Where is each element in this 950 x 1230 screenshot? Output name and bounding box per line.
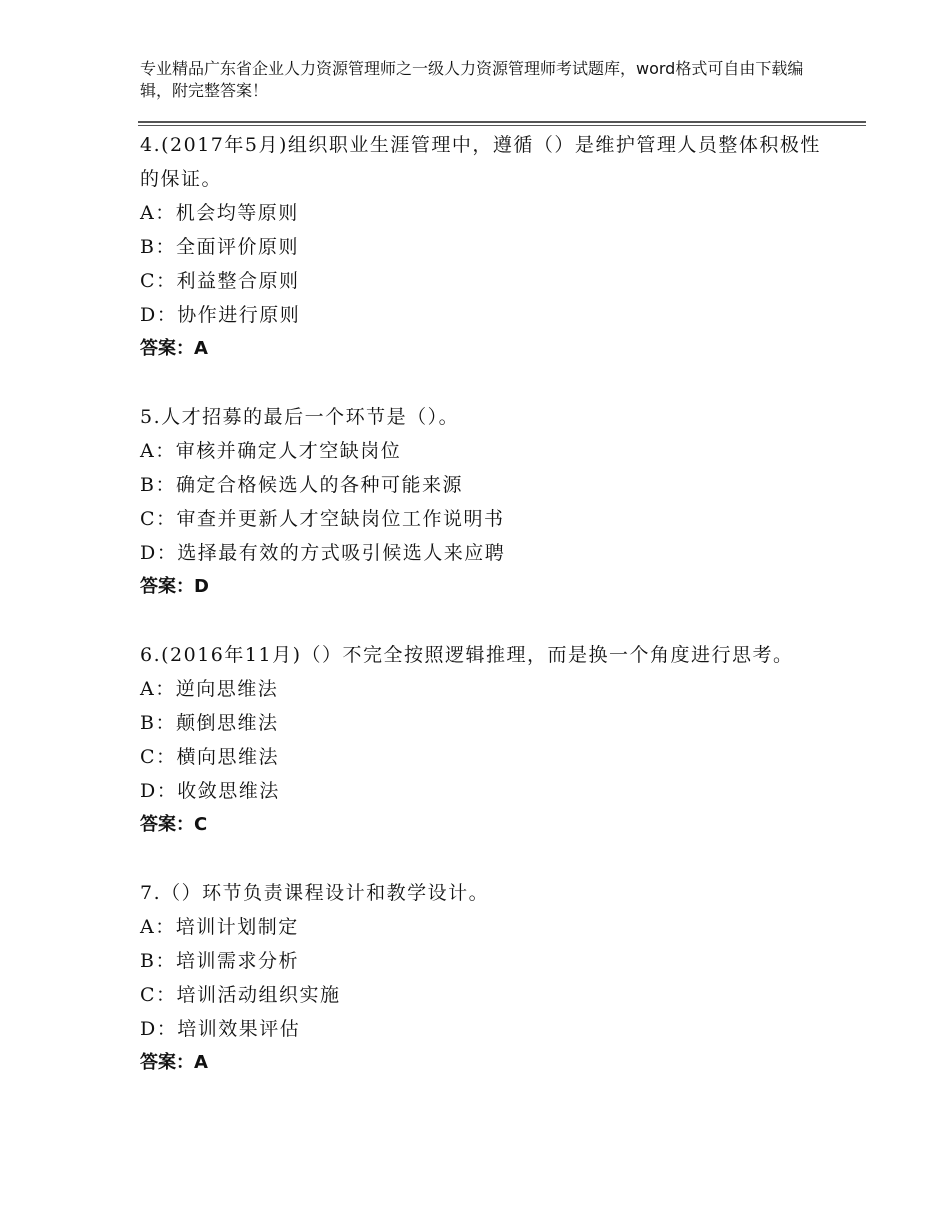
answer-label: 答案：A: [140, 1052, 208, 1073]
option-c: C：横向思维法: [140, 746, 280, 768]
option-a: A：机会均等原则: [140, 202, 299, 224]
question-spacer: [140, 604, 840, 638]
question-spacer: [140, 842, 840, 876]
question-stem: 5.人才招募的最后一个环节是（）。: [140, 406, 460, 428]
option-d: D：选择最有效的方式吸引候选人来应聘: [140, 542, 506, 564]
question-4: [140, 128, 840, 400]
answer-label: 答案：A: [140, 338, 208, 359]
answer-label: 答案：D: [140, 576, 209, 597]
option-c: C：利益整合原则: [140, 270, 300, 292]
question-stem: 7.（）环节负责课程设计和教学设计。: [140, 882, 490, 904]
option-a: A：培训计划制定: [140, 916, 299, 938]
option-b: B：确定合格候选人的各种可能来源: [140, 474, 463, 496]
header-rule-thick: [138, 121, 866, 123]
option-b: B：全面评价原则: [140, 236, 299, 258]
question-stem: 6.(2016年11月)（）不完全按照逻辑推理，而是换一个角度进行思考。: [140, 644, 794, 666]
option-c: C：培训活动组织实施: [140, 984, 341, 1006]
option-c: C：审查并更新人才空缺岗位工作说明书: [140, 508, 505, 530]
question-list: [140, 128, 840, 1080]
question-7: [140, 876, 840, 1080]
answer-label: 答案：C: [140, 814, 208, 835]
question-stem: 4.(2017年5月)组织职业生涯管理中，遵循（）是维护管理人员整体积极性的保证。: [140, 134, 821, 190]
option-a: A：审核并确定人才空缺岗位: [140, 440, 402, 462]
question-spacer: [140, 366, 840, 400]
question-6: [140, 638, 840, 876]
header-rule-thin: [138, 125, 866, 126]
question-5: [140, 400, 840, 638]
option-d: D：收敛思维法: [140, 780, 280, 802]
option-d: D：协作进行原则: [140, 304, 301, 326]
document-header: 专业精品广东省企业人力资源管理师之一级人力资源管理师考试题库，word格式可自由下载编辑，附完整答案！: [140, 59, 804, 100]
option-d: D：培训效果评估: [140, 1018, 301, 1040]
option-a: A：逆向思维法: [140, 678, 279, 700]
option-b: B：培训需求分析: [140, 950, 299, 972]
option-b: B：颠倒思维法: [140, 712, 279, 734]
